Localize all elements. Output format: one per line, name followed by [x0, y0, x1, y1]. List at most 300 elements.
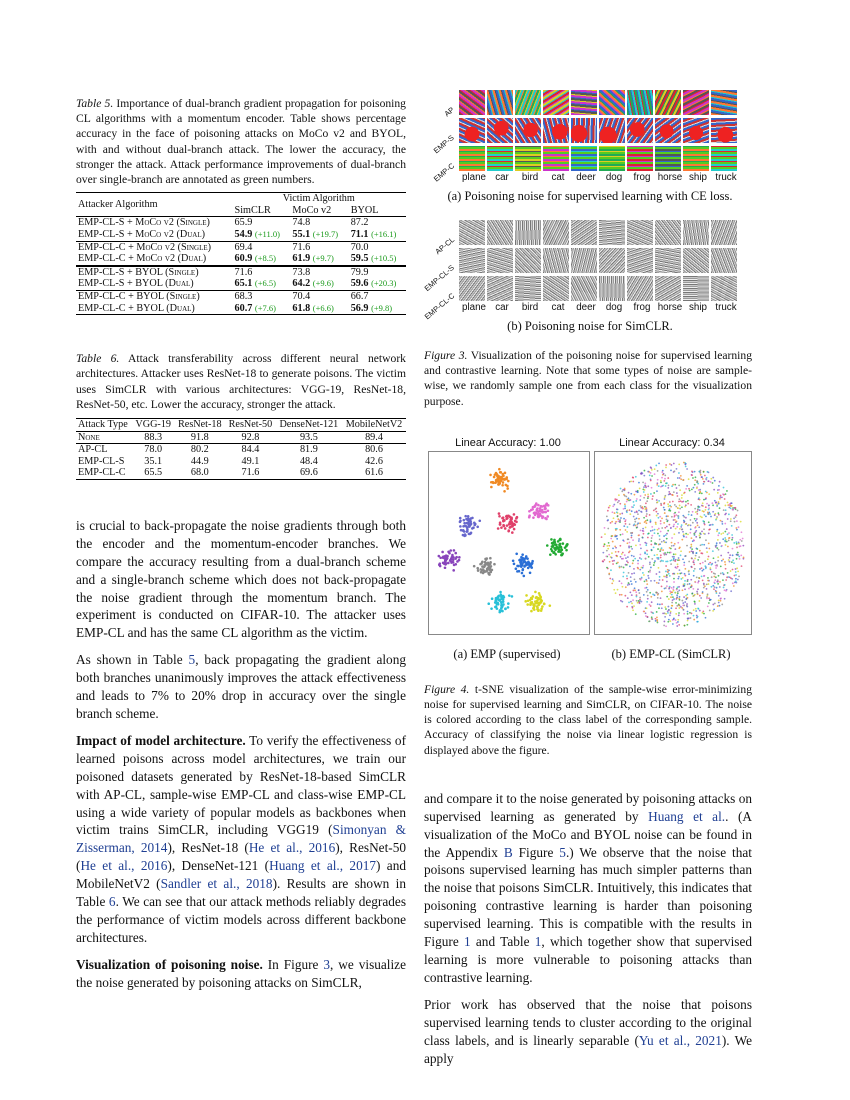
tsne-point — [632, 506, 634, 508]
class-label: cat — [551, 302, 565, 313]
table5-accuracy: 69.4 — [234, 241, 253, 253]
tsne-point — [679, 507, 681, 509]
tsne-point — [665, 466, 667, 468]
tsne-point — [638, 518, 640, 520]
tsne-point — [634, 521, 636, 523]
tsne-point — [724, 539, 726, 541]
tsne-point — [659, 603, 661, 605]
tsne-point — [659, 579, 661, 581]
tsne-point — [694, 484, 696, 486]
tsne-point — [724, 598, 726, 600]
tsne-point — [741, 531, 743, 533]
tsne-point — [704, 560, 706, 562]
tsne-point — [650, 580, 652, 582]
tsne-point — [690, 519, 692, 521]
figure5-ref-link[interactable]: 5 — [559, 844, 566, 860]
tsne-point — [663, 575, 665, 577]
paragraph-table5-result: As shown in Table 5, back propagating the gradient along both branches unanimously improves the attack effectiveness and leads to 7% to 20% drop in accuracy over the single branch scheme. — [76, 652, 406, 721]
tsne-point — [476, 525, 479, 528]
figure1-ref-link[interactable]: 1 — [463, 934, 471, 950]
tsne-point — [625, 586, 627, 588]
tsne-point — [734, 507, 736, 509]
tsne-point — [561, 552, 564, 555]
tsne-point — [607, 548, 609, 550]
tsne-point — [683, 536, 685, 538]
tsne-point — [638, 534, 640, 536]
tsne-point — [629, 541, 631, 543]
tsne-point — [717, 534, 719, 536]
noise-tile — [627, 90, 653, 115]
tsne-point — [509, 526, 512, 529]
tsne-point — [691, 557, 693, 559]
tsne-point — [696, 481, 698, 483]
tsne-point — [625, 495, 627, 497]
table5-accuracy: 54.9 — [234, 229, 253, 240]
tsne-point — [650, 566, 652, 568]
tsne-point — [632, 609, 634, 611]
tsne-point — [719, 581, 721, 583]
tsne-point — [644, 489, 646, 491]
tsne-point — [624, 507, 626, 509]
tsne-point — [740, 521, 742, 523]
tsne-point — [683, 613, 685, 615]
tsne-point — [631, 536, 633, 538]
tsne-point — [656, 619, 658, 621]
tsne-point — [658, 567, 660, 569]
tsne-point — [627, 584, 629, 586]
tsne-point — [499, 476, 502, 479]
tsne-point — [612, 540, 614, 542]
tsne-point — [680, 478, 682, 480]
table5-accuracy: 60.7 — [234, 302, 253, 314]
tsne-point — [687, 610, 689, 612]
table6-cell: 35.1 — [144, 455, 163, 467]
tsne-point — [506, 524, 509, 527]
tsne-point — [438, 563, 441, 566]
tsne-point — [704, 474, 706, 476]
table5-column-header: BYOL — [348, 205, 406, 217]
tsne-point — [544, 511, 547, 514]
tsne-point — [732, 582, 734, 584]
tsne-point — [441, 550, 444, 553]
tsne-point — [656, 573, 658, 575]
tsne-point — [541, 511, 544, 514]
tsne-point — [734, 521, 736, 523]
tsne-point — [661, 477, 663, 479]
table5-attacker-name: EMP-CL-C + BYOL (Dual) — [76, 303, 232, 315]
tsne-point — [447, 561, 450, 564]
tsne-point — [711, 563, 713, 565]
tsne-point — [719, 592, 721, 594]
tsne-point — [725, 509, 727, 511]
tsne-point — [702, 478, 704, 480]
tsne-point — [657, 548, 659, 550]
tsne-point — [485, 563, 488, 566]
tsne-point — [646, 510, 648, 512]
tsne-point — [689, 583, 691, 585]
tsne-point — [674, 519, 676, 521]
tsne-point — [663, 522, 665, 524]
noise-tile — [543, 248, 569, 273]
table5-gain: (+20.3) — [371, 278, 397, 289]
tsne-point — [649, 474, 651, 476]
tsne-point — [559, 537, 562, 540]
tsne-point — [523, 574, 526, 577]
tsne-point — [498, 515, 501, 518]
tsne-point — [686, 545, 688, 547]
table5-attacker-name: EMP-CL-S + MoCo v2 (Single) — [78, 217, 210, 229]
tsne-point — [699, 563, 701, 565]
tsne-point — [724, 584, 726, 586]
tsne-point — [667, 515, 669, 517]
tsne-point — [676, 487, 678, 489]
tsne-point — [651, 469, 653, 471]
table5-ref-link[interactable]: 5 — [188, 652, 196, 668]
citation-yu[interactable]: Yu et al., 2021 — [638, 1032, 722, 1048]
tsne-point — [710, 515, 712, 517]
tsne-point — [631, 573, 633, 575]
tsne-point — [490, 486, 493, 489]
noise-tile — [487, 276, 513, 301]
tsne-point — [610, 522, 612, 524]
tsne-point — [528, 510, 531, 513]
tsne-point — [633, 524, 635, 526]
tsne-point — [700, 597, 702, 599]
tsne-point — [509, 515, 512, 518]
tsne-point — [737, 570, 739, 572]
table5-row — [76, 229, 406, 241]
figure3-caption — [424, 348, 752, 409]
tsne-point — [640, 547, 642, 549]
noise-tile — [599, 146, 625, 171]
tsne-point — [656, 554, 658, 556]
tsne-point — [614, 512, 616, 514]
table5-header-attacker: Attacker Algorithm — [76, 193, 232, 217]
tsne-point — [684, 505, 686, 507]
tsne-point — [668, 484, 670, 486]
tsne-point — [544, 517, 547, 520]
tsne-point — [691, 514, 693, 516]
tsne-point — [722, 532, 724, 534]
tsne-point — [644, 552, 646, 554]
tsne-point — [730, 570, 732, 572]
tsne-point — [641, 576, 643, 578]
tsne-point — [684, 574, 686, 576]
class-label: dog — [605, 172, 623, 183]
tsne-point — [564, 546, 567, 549]
tsne-point — [687, 597, 689, 599]
table5-gain: (+8.5) — [254, 253, 276, 264]
tsne-point — [611, 552, 613, 554]
figure4a-caption: (a) EMP (supervised) — [453, 646, 561, 661]
tsne-point — [661, 541, 663, 543]
noise-tile — [599, 276, 625, 301]
class-label: horse — [657, 302, 683, 313]
tsne-point — [711, 586, 713, 588]
tsne-point — [666, 585, 668, 587]
tsne-point — [648, 556, 650, 558]
tsne-point — [703, 568, 705, 570]
tsne-point — [664, 606, 666, 608]
tsne-point — [695, 511, 697, 513]
tsne-point — [655, 523, 657, 525]
tsne-point — [516, 564, 519, 567]
tsne-point — [506, 484, 509, 487]
noise-tile — [543, 220, 569, 245]
tsne-point — [642, 530, 644, 532]
tsne-point — [451, 554, 454, 557]
tsne-point — [612, 580, 614, 582]
tsne-point — [672, 599, 674, 601]
tsne-point — [628, 492, 630, 494]
tsne-point — [638, 592, 640, 594]
tsne-point — [455, 556, 458, 559]
tsne-point — [613, 517, 615, 519]
tsne-point — [735, 580, 737, 582]
tsne-point — [737, 578, 739, 580]
tsne-point — [642, 481, 644, 483]
tsne-point — [720, 572, 722, 574]
tsne-point — [493, 563, 496, 566]
tsne-point — [500, 526, 503, 529]
tsne-point — [504, 607, 507, 610]
tsne-point — [716, 505, 718, 507]
noise-tile — [459, 146, 485, 171]
tsne-point — [716, 529, 718, 531]
tsne-point — [623, 566, 625, 568]
tsne-point — [719, 498, 721, 500]
tsne-point — [466, 518, 469, 521]
tsne-point — [704, 514, 706, 516]
tsne-point — [640, 495, 642, 497]
tsne-point — [452, 558, 455, 561]
tsne-point — [676, 526, 678, 528]
tsne-point — [476, 567, 479, 570]
tsne-point — [694, 581, 696, 583]
tsne-point — [502, 595, 505, 598]
tsne-point — [658, 557, 660, 559]
tsne-point — [685, 465, 687, 467]
tsne-point — [626, 510, 628, 512]
tsne-point — [695, 476, 697, 478]
citation-huang[interactable]: Huang et al. — [648, 808, 726, 824]
citation-huang-2017[interactable]: Huang et al., 2017 — [269, 858, 377, 874]
tsne-point — [677, 578, 679, 580]
tsne-point — [534, 600, 537, 603]
tsne-point — [692, 511, 694, 513]
tsne-point — [624, 503, 626, 505]
tsne-point — [675, 613, 677, 615]
table5-value-cell — [289, 241, 347, 253]
noise-tile — [683, 118, 709, 143]
tsne-point — [666, 533, 668, 535]
tsne-point — [647, 589, 649, 591]
table5-accuracy: 55.1 — [292, 229, 311, 240]
tsne-point — [643, 610, 645, 612]
tsne-plot-supervised — [429, 452, 589, 634]
class-label: car — [495, 302, 509, 313]
figure4b-title: Linear Accuracy: 0.34 — [619, 436, 725, 449]
tsne-point — [676, 594, 678, 596]
tsne-point — [671, 591, 673, 593]
tsne-point — [689, 551, 691, 553]
tsne-point — [691, 612, 693, 614]
citation-he-2[interactable]: He et al., 2016 — [80, 858, 168, 874]
tsne-point — [557, 540, 560, 543]
tsne-point — [621, 512, 623, 514]
tsne-point — [637, 560, 639, 562]
tsne-point — [674, 504, 676, 506]
tsne-point — [612, 560, 614, 562]
table5-label: Table 5. — [76, 97, 114, 110]
tsne-point — [694, 508, 696, 510]
tsne-point — [668, 491, 670, 493]
tsne-point — [664, 496, 666, 498]
tsne-point — [667, 612, 669, 614]
tsne-point — [644, 482, 646, 484]
tsne-point — [725, 504, 727, 506]
noise-row-label: EMP-C — [431, 161, 456, 184]
tsne-point — [664, 512, 666, 514]
tsne-point — [629, 513, 631, 515]
tsne-point — [726, 576, 728, 578]
tsne-point — [673, 590, 675, 592]
table5-accuracy: 64.2 — [292, 278, 311, 290]
tsne-point — [638, 540, 640, 542]
tsne-point — [513, 562, 516, 565]
tsne-point — [670, 527, 672, 529]
tsne-point — [642, 565, 644, 567]
tsne-point — [665, 485, 667, 487]
tsne-point — [713, 489, 715, 491]
tsne-point — [729, 576, 731, 578]
noise-tile — [683, 248, 709, 273]
table5-gain: (+19.7) — [312, 229, 339, 239]
tsne-point — [651, 612, 653, 614]
class-label: deer — [576, 302, 596, 313]
tsne-point — [647, 470, 649, 472]
tsne-point — [717, 556, 719, 558]
tsne-point — [513, 513, 516, 516]
tsne-point — [643, 517, 645, 519]
citation-simonyan[interactable]: Simonyan & Zisserman, 2014 — [76, 822, 406, 856]
tsne-point — [616, 508, 618, 510]
tsne-point — [512, 559, 515, 562]
tsne-point — [453, 549, 456, 552]
tsne-point — [735, 571, 737, 573]
tsne-point — [716, 547, 718, 549]
tsne-point — [696, 590, 698, 592]
tsne-point — [703, 582, 705, 584]
tsne-point — [665, 534, 667, 536]
tsne-point — [463, 522, 466, 525]
tsne-point — [716, 587, 718, 589]
tsne-point — [676, 492, 678, 494]
tsne-point — [643, 574, 645, 576]
tsne-point — [690, 579, 692, 581]
tsne-point — [717, 539, 719, 541]
tsne-point — [715, 546, 717, 548]
tsne-point — [621, 566, 623, 568]
tsne-point — [696, 487, 698, 489]
tsne-point — [725, 579, 727, 581]
tsne-point — [651, 498, 653, 500]
tsne-point — [628, 572, 630, 574]
tsne-point — [610, 537, 612, 539]
tsne-point — [439, 556, 442, 559]
tsne-point — [720, 600, 722, 602]
tsne-point — [659, 535, 661, 537]
citation-he-1[interactable]: He et al., 2016 — [248, 840, 336, 856]
citation-sandler[interactable]: Sandler et al., 2018 — [160, 876, 273, 892]
tsne-point — [719, 605, 721, 607]
tsne-point — [677, 591, 679, 593]
tsne-point — [456, 560, 459, 563]
noise-tile — [599, 220, 625, 245]
tsne-point — [671, 485, 673, 487]
tsne-point — [634, 578, 636, 580]
noise-row-label-wrap — [428, 144, 458, 184]
figure3-ref-link[interactable]: 3 — [323, 956, 331, 972]
tsne-point — [607, 510, 609, 512]
table5-value-cell — [232, 266, 290, 279]
tsne-point — [466, 528, 469, 531]
table6-column-header: DenseNet-121 — [276, 418, 342, 431]
tsne-point — [711, 571, 713, 573]
noise-row-label-wrap — [428, 88, 458, 119]
tsne-point — [737, 554, 739, 556]
tsne-point — [732, 554, 734, 556]
tsne-point — [663, 480, 665, 482]
tsne-point — [645, 507, 647, 509]
table5-accuracy: 73.8 — [292, 266, 311, 278]
tsne-point — [738, 575, 740, 577]
tsne-point — [681, 528, 683, 530]
tsne-point — [739, 545, 741, 547]
tsne-point — [677, 542, 679, 544]
tsne-point — [654, 508, 656, 510]
tsne-point — [709, 513, 711, 515]
table6-ref-link[interactable]: 6 — [108, 894, 116, 910]
tsne-point — [716, 542, 718, 544]
tsne-point — [706, 491, 708, 493]
tsne-point — [642, 507, 644, 509]
appendix-b-link[interactable]: B — [503, 844, 513, 860]
tsne-point — [660, 481, 662, 483]
tsne-point — [613, 589, 615, 591]
table1-ref-link[interactable]: 1 — [534, 934, 542, 950]
table5-row — [76, 303, 406, 315]
tsne-point — [714, 586, 716, 588]
tsne-point — [707, 593, 709, 595]
tsne-point — [696, 513, 698, 515]
tsne-point — [651, 487, 653, 489]
tsne-point — [640, 473, 642, 475]
tsne-point — [633, 605, 635, 607]
tsne-point — [663, 535, 665, 537]
table5-value-cell — [232, 229, 290, 241]
tsne-point — [606, 567, 608, 569]
tsne-point — [516, 516, 519, 519]
tsne-point — [639, 557, 641, 559]
tsne-point — [681, 599, 683, 601]
table5-accuracy: 61.8 — [292, 302, 311, 314]
tsne-point — [696, 518, 698, 520]
tsne-point — [676, 589, 678, 591]
tsne-point — [647, 598, 649, 600]
noise-tile — [711, 90, 737, 115]
tsne-point — [623, 508, 625, 510]
